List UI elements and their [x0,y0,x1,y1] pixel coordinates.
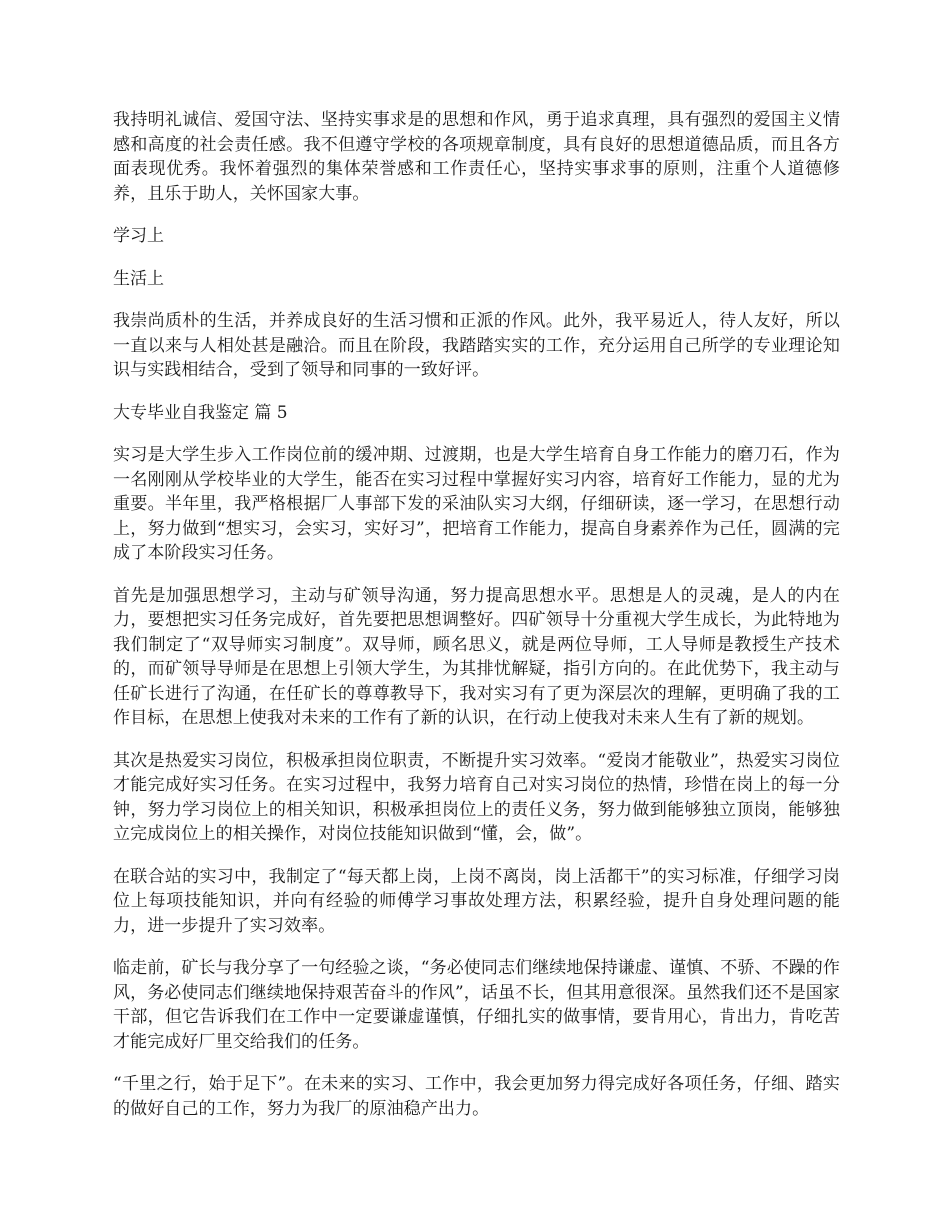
paragraph-internship-intro: 实习是大学生步入工作岗位前的缓冲期、过渡期，也是大学生培育自身工作能力的磨刀石，作为一名刚刚从学校毕业的大学生，能否在实习过程中掌握好实习内容，培育好工作能力，显的尤为重要。半年里，我严格根据厂人事部下发的采油队实习大纲，仔细研读，逐一学习，在思想行动上，努力做到“想实习，会实习，实好习”，把培育工作能力，提高自身素养作为己任，圆满的完成了本阶段实习任务。 [113,445,840,563]
paragraph-thought-study: 首先是加强思想学习，主动与矿领导沟通，努力提高思想水平。思想是人的灵魂，是人的内在力，要想把实习任务完成好，首先要把思想调整好。四矿领导十分重视大学生成长，为此特地为我们制定了“双导师实习制度”。双导师，顾名思义，就是两位导师，工人导师是教授生产技术的，而矿领导导师是在思想上引领大学生，为其排忧解疑，指引方向的。在此优势下，我主动与任矿长进行了沟通，在任矿长的尊尊教导下，我对实习有了更为深层次的理解，更明确了我的工作目标，在思想上使我对未来的工作有了新的认识，在行动上使我对未来人生有了新的规划。 [113,585,840,728]
paragraph-1: 我持明礼诚信、爱国守法、坚持实事求是的思想和作风，勇于追求真理，具有强烈的爱国主义情感和高度的社会责任感。我不但遵守学校的各项规章制度，具有良好的思想道德品质，而且各方面表现优秀。我怀着强烈的集体荣誉感和工作责任心，坚持实事求事的原则，注重个人道德修养，且乐于助人，关怀国家大事。 [113,110,840,204]
paragraph-conclusion: “千里之行，始于足下”。在未来的实习、工作中，我会更加努力得完成好各项任务，仔细、踏实的做好自己的工作，努力为我厂的原油稳产出力。 [113,1074,840,1119]
section-title-part-5: 大专毕业自我鉴定 篇 5 [113,402,288,423]
document-body [113,108,840,1139]
section-heading-study: 学习上 [113,226,164,246]
paragraph-life: 我崇尚质朴的生活，并养成良好的生活习惯和正派的作风。此外，我平易近人，待人友好，所以一直以来与人相处甚是融洽。而且在阶段，我踏踏实实的工作，充分运用自己所学的专业理论知识与实践相结合，受到了领导和同事的一致好评。 [113,311,840,380]
paragraph-joint-station: 在联合站的实习中，我制定了“每天都上岗，上岗不离岗，岗上活都干”的实习标准，仔细学习岗位上每项技能知识，并向有经验的师傅学习事故处理方法，积累经验，提升自身处理问题的能力，进一步提升了实习效率。 [113,866,840,936]
paragraph-love-post: 其次是热爱实习岗位，积极承担岗位职责，不断提升实习效率。“爱岗才能敬业”，热爱实习岗位才能完成好实习任务。在实习过程中，我努力培育自己对实习岗位的热情，珍惜在岗上的每一分钟，努力学习岗位上的相关知识，积极承担岗位上的责任义务，努力做到能够独立顶岗，能够独立完成岗位上的相关操作，对岗位技能知识做到“懂，会，做”。 [113,750,840,844]
paragraph-farewell-advice: 临走前，矿长与我分享了一句经验之谈，“务必使同志们继续地保持谦虚、谨慎、不骄、不躁的作风，务必使同志们继续地保持艰苦奋斗的作风”，话虽不长，但其用意很深。虽然我们还不是国家干部，但它告诉我们在工作中一定要谦虚谨慎，仔细扎实的做事情，要肯用心，肯出力，肯吃苦才能完成好厂里交给我们的任务。 [113,958,840,1052]
section-heading-life: 生活上 [113,268,164,289]
